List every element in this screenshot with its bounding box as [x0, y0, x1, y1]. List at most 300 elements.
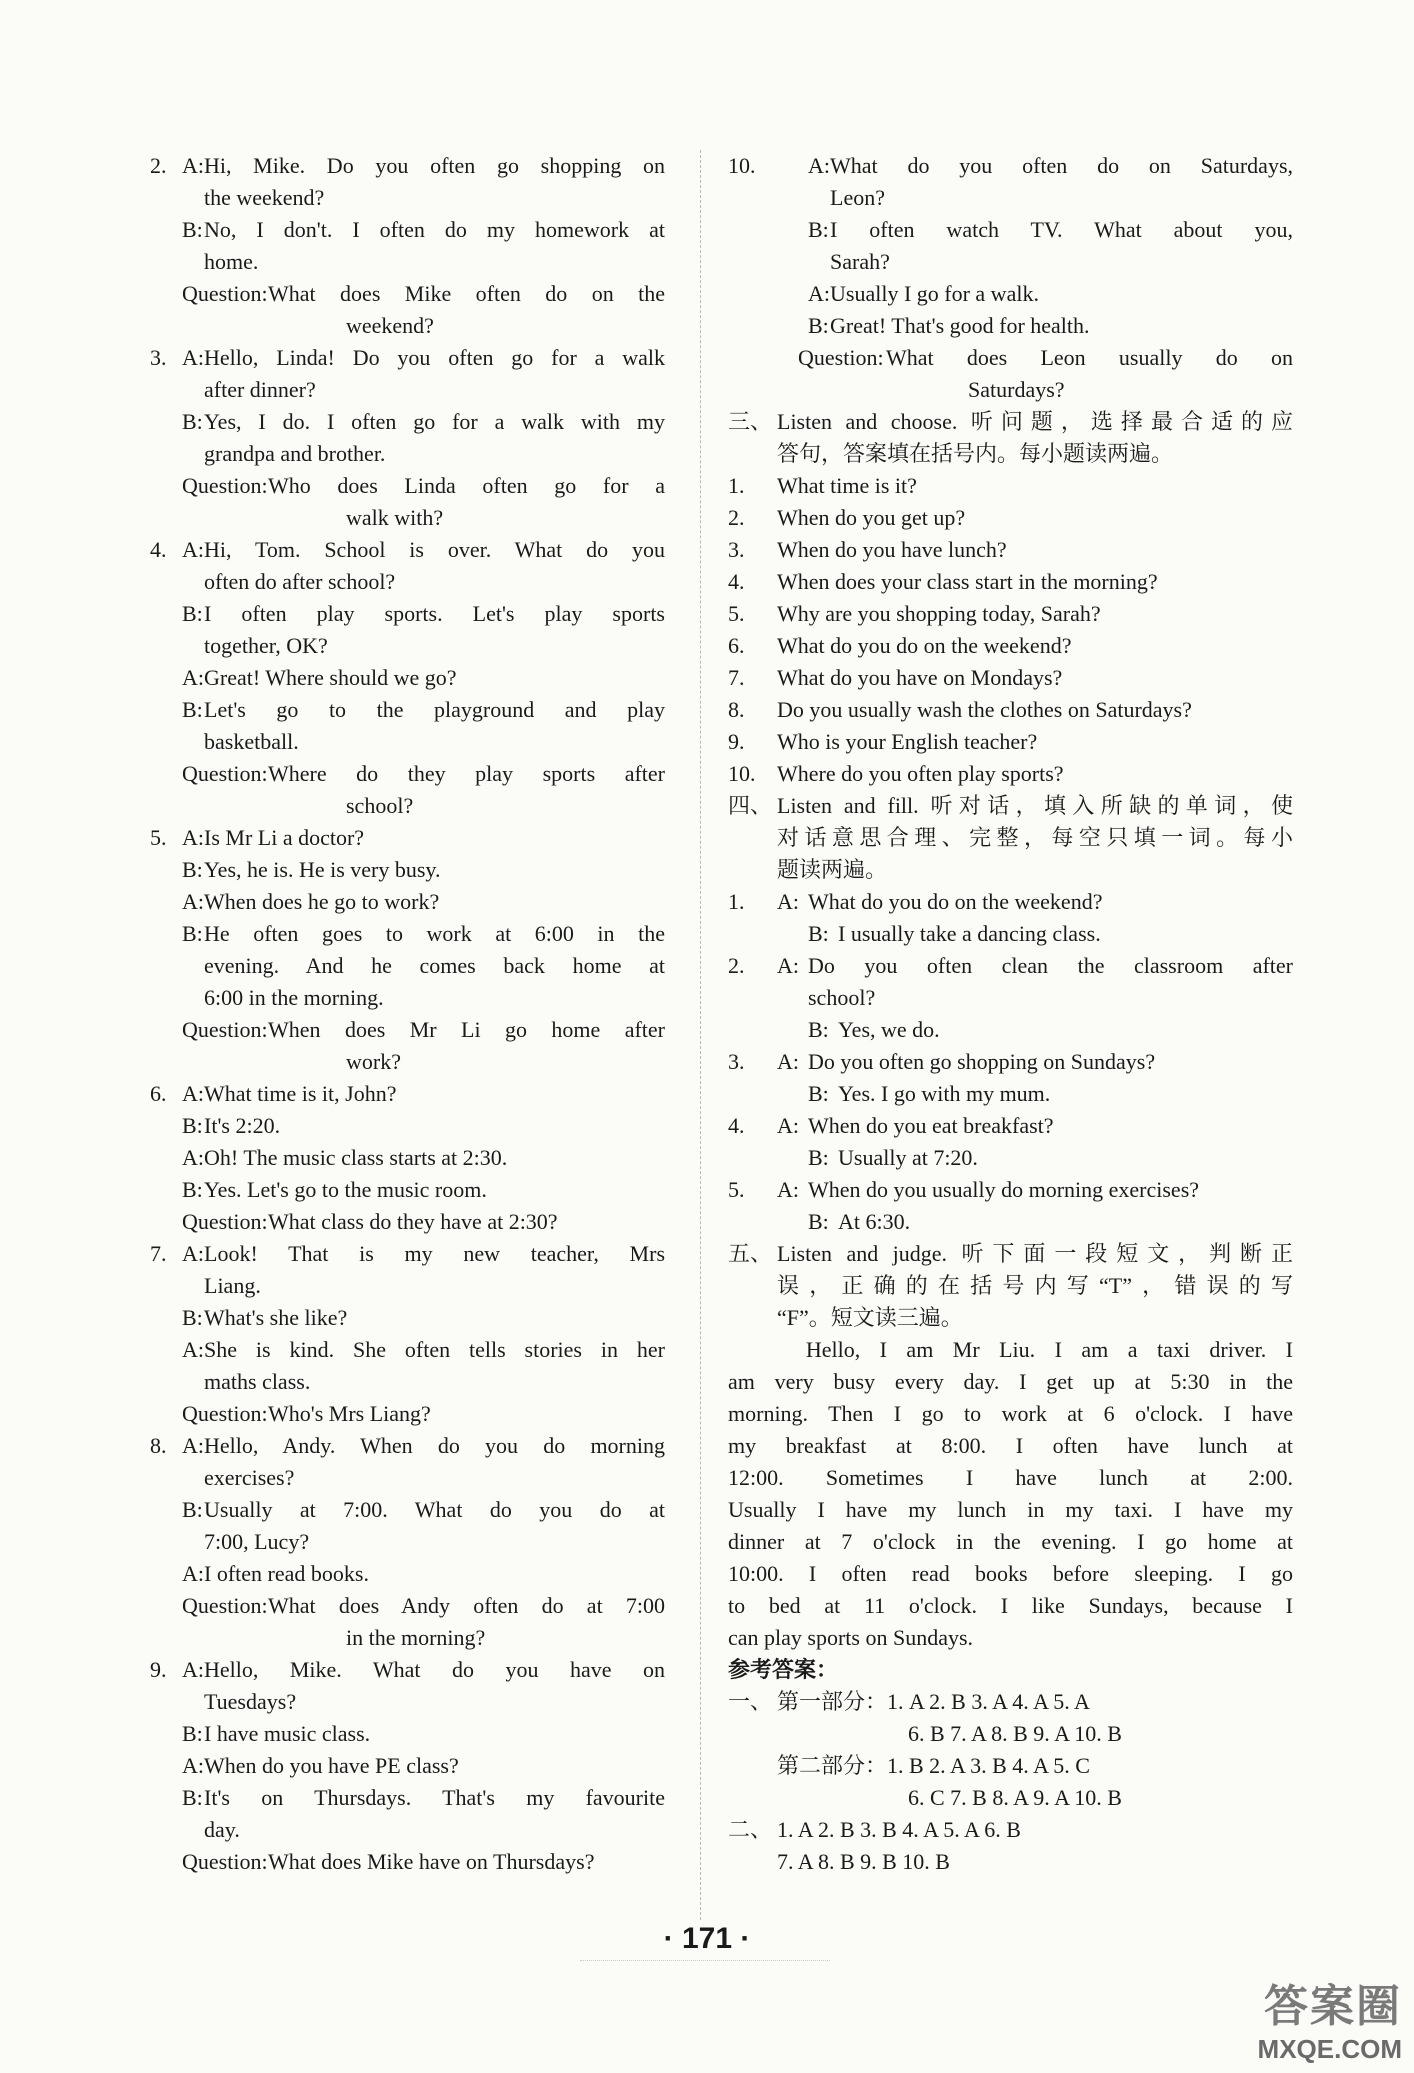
column-divider — [700, 150, 701, 1920]
item-number: 9. — [728, 729, 745, 754]
paragraph-line: 10:00. I often read books before sleeping. I go — [728, 1561, 1293, 1586]
speaker-label: A: — [182, 665, 204, 690]
section-marker: 一、 — [728, 1689, 773, 1714]
paragraph-line: can play sports on Sundays. — [728, 1625, 974, 1650]
line-text: Yes. Let's go to the music room. — [204, 1177, 487, 1202]
text-line — [150, 374, 665, 406]
line-text: evening. And he comes back home at — [204, 953, 665, 978]
speaker-label: A: — [777, 953, 799, 978]
text-line — [150, 1078, 665, 1110]
line-text: Great! Where should we go? — [204, 665, 457, 690]
text-line — [728, 182, 1293, 214]
section-heading: Listen and judge. 听下面一段短文，判断正 — [777, 1241, 1293, 1266]
watermark — [1258, 1970, 1402, 2065]
line-text: Yes, I do. I often go for a walk with my — [204, 409, 665, 434]
text-line — [150, 1110, 665, 1142]
speaker-label: B: — [182, 857, 203, 882]
section-marker: 二、 — [728, 1817, 773, 1842]
section-heading: Listen and choose. 听问题，选择最合适的应 — [777, 409, 1293, 434]
question-label: Question: — [182, 1401, 268, 1426]
line-text: Who's Mrs Liang? — [268, 1401, 431, 1426]
text-line — [150, 1398, 665, 1430]
line-text: Do you usually wash the clothes on Saturdays? — [777, 697, 1192, 722]
item-number: 5. — [728, 601, 745, 626]
left-column — [150, 150, 665, 1878]
line-text: What does Leon usually do on — [886, 345, 1293, 370]
speaker-label: A: — [182, 537, 204, 562]
paragraph-line: am very busy every day. I get up at 5:30 in the — [728, 1369, 1293, 1394]
paragraph-line: to bed at 11 o'clock. I like Sundays, because I — [728, 1593, 1293, 1618]
line-text: What class do they have at 2:30? — [268, 1209, 558, 1234]
text-line — [728, 246, 1293, 278]
line-text: work? — [346, 1049, 401, 1074]
line-text: Hello, Mike. What do you have on — [204, 1657, 665, 1682]
text-line — [728, 950, 1293, 982]
text-line — [150, 470, 665, 502]
line-text: maths class. — [204, 1369, 311, 1394]
item-number: 10. — [728, 153, 756, 178]
speaker-label: A: — [182, 1657, 204, 1682]
item-number: 2. — [150, 153, 167, 178]
line-text: Saturdays? — [968, 377, 1065, 402]
line-text: Why are you shopping today, Sarah? — [777, 601, 1101, 626]
text-line — [728, 662, 1293, 694]
question-label: Question: — [798, 345, 884, 370]
speaker-label: B: — [182, 1305, 203, 1330]
line-text: 题读两遍。 — [777, 857, 888, 882]
watermark-logo: 答案圈 — [1264, 1982, 1402, 2031]
text-line — [150, 502, 665, 534]
question-label: Question: — [182, 1849, 268, 1874]
text-line — [150, 1014, 665, 1046]
line-text: 6. B 7. A 8. B 9. A 10. B — [908, 1721, 1122, 1746]
speaker-label: A: — [182, 1241, 204, 1266]
text-line — [150, 758, 665, 790]
text-line — [150, 342, 665, 374]
text-line — [150, 1814, 665, 1846]
line-text: What time is it, John? — [204, 1081, 397, 1106]
text-line — [150, 822, 665, 854]
line-text: When does he go to work? — [204, 889, 440, 914]
text-line — [150, 1558, 665, 1590]
line-text: school? — [346, 793, 414, 818]
line-text: Usually at 7:20. — [838, 1145, 978, 1170]
text-line — [150, 1622, 665, 1654]
line-text: often do after school? — [204, 569, 396, 594]
line-text: school? — [808, 985, 876, 1010]
text-line — [728, 470, 1293, 502]
text-line — [728, 1750, 1293, 1782]
text-line — [150, 1302, 665, 1334]
text-line — [150, 1174, 665, 1206]
line-text: Do you often go shopping on Sundays? — [808, 1049, 1156, 1074]
text-line — [150, 1782, 665, 1814]
speaker-label: A: — [777, 1177, 799, 1202]
text-line — [150, 1686, 665, 1718]
line-text: grandpa and brother. — [204, 441, 386, 466]
line-text: weekend? — [346, 313, 434, 338]
line-text: Liang. — [204, 1273, 261, 1298]
speaker-label: A: — [808, 281, 830, 306]
line-text: When do you have lunch? — [777, 537, 1007, 562]
section-heading: Listen and fill. 听对话，填入所缺的单词，使 — [777, 793, 1293, 818]
item-number: 3. — [728, 1049, 745, 1074]
speaker-label: A: — [777, 1113, 799, 1138]
decorative-rule — [580, 1960, 830, 1961]
speaker-label: B: — [182, 601, 203, 626]
text-line — [150, 886, 665, 918]
item-number: 10. — [728, 761, 756, 786]
item-number: 8. — [728, 697, 745, 722]
item-number: 9. — [150, 1657, 167, 1682]
text-line — [150, 1526, 665, 1558]
text-line — [150, 1270, 665, 1302]
line-text: Hi, Mike. Do you often go shopping on — [204, 153, 665, 178]
paragraph-line: dinner at 7 o'clock in the evening. I go home at — [728, 1529, 1293, 1554]
line-text: I often read books. — [204, 1561, 369, 1586]
line-text: When do you have PE class? — [204, 1753, 459, 1778]
line-text: What do you have on Mondays? — [777, 665, 1063, 690]
text-line — [728, 1462, 1293, 1494]
line-text: Hello, Andy. When do you do morning — [204, 1433, 665, 1458]
text-line — [728, 1334, 1293, 1366]
text-line — [150, 630, 665, 662]
text-line — [728, 406, 1293, 438]
text-line — [150, 150, 665, 182]
line-text: Where do they play sports after — [268, 761, 665, 786]
speaker-label: B: — [182, 1177, 203, 1202]
text-line — [728, 1110, 1293, 1142]
speaker-label: A: — [808, 153, 830, 178]
text-line — [150, 182, 665, 214]
speaker-label: A: — [182, 1753, 204, 1778]
text-line — [728, 1302, 1293, 1334]
paragraph-line: 参考答案： — [728, 1657, 839, 1682]
line-text: Who is your English teacher? — [777, 729, 1038, 754]
line-text: Hi, Tom. School is over. What do you — [204, 537, 665, 562]
text-line — [150, 406, 665, 438]
section-heading: 第一部分：1. A 2. B 3. A 4. A 5. A — [777, 1689, 1090, 1714]
right-column — [728, 150, 1293, 1878]
line-text: Oh! The music class starts at 2:30. — [204, 1145, 508, 1170]
text-line — [728, 1046, 1293, 1078]
text-line — [150, 278, 665, 310]
text-line — [150, 1206, 665, 1238]
item-number: 5. — [150, 825, 167, 850]
paragraph-line: 12:00. Sometimes I have lunch at 2:00. — [728, 1465, 1293, 1490]
text-line — [150, 982, 665, 1014]
text-line — [150, 566, 665, 598]
line-text: When does Mr Li go home after — [268, 1017, 665, 1042]
line-text: 7:00, Lucy? — [204, 1529, 310, 1554]
text-line — [728, 790, 1293, 822]
line-text: What does Andy often do at 7:00 — [268, 1593, 665, 1618]
line-text: Is Mr Li a doctor? — [204, 825, 365, 850]
speaker-label: A: — [182, 1561, 204, 1586]
speaker-label: A: — [182, 1433, 204, 1458]
speaker-label: A: — [182, 345, 204, 370]
text-line — [728, 1398, 1293, 1430]
text-line — [728, 1558, 1293, 1590]
text-line — [728, 886, 1293, 918]
line-text: home. — [204, 249, 259, 274]
line-text: 6:00 in the morning. — [204, 985, 384, 1010]
paragraph-line: Usually I have my lunch in my taxi. I have my — [728, 1497, 1293, 1522]
text-line — [728, 342, 1293, 374]
text-line — [150, 1142, 665, 1174]
text-line — [150, 1654, 665, 1686]
line-text: Sarah? — [830, 249, 890, 274]
line-text: walk with? — [346, 505, 444, 530]
line-text: What do you do on the weekend? — [808, 889, 1103, 914]
speaker-label: B: — [808, 313, 829, 338]
speaker-label: B: — [808, 921, 829, 946]
page-number: · 171 · — [663, 1922, 751, 1955]
line-text: He often goes to work at 6:00 in the — [204, 921, 665, 946]
item-number: 3. — [150, 345, 167, 370]
speaker-label: A: — [182, 1145, 204, 1170]
speaker-label: A: — [777, 889, 799, 914]
line-text: It's on Thursdays. That's my favourite — [204, 1785, 665, 1810]
text-line — [728, 822, 1293, 854]
text-line — [150, 246, 665, 278]
line-text: Do you often clean the classroom after — [808, 953, 1293, 978]
text-line — [728, 1206, 1293, 1238]
text-line — [728, 726, 1293, 758]
item-number: 4. — [150, 537, 167, 562]
text-line — [728, 982, 1293, 1014]
line-text: No, I don't. I often do my homework at — [204, 217, 665, 242]
text-line — [728, 374, 1293, 406]
text-line — [728, 1686, 1293, 1718]
paragraph-line: morning. Then I go to work at 6 o'clock. I have — [728, 1401, 1293, 1426]
speaker-label: A: — [182, 1337, 204, 1362]
line-text: When does your class start in the morning? — [777, 569, 1158, 594]
paragraph-line: Hello, I am Mr Liu. I am a taxi driver. I — [728, 1337, 1293, 1362]
speaker-label: B: — [808, 217, 829, 242]
section-marker: 四、 — [728, 793, 773, 818]
line-text: She is kind. She often tells stories in her — [204, 1337, 665, 1362]
text-line — [728, 566, 1293, 598]
line-text: I often watch TV. What about you, — [830, 217, 1293, 242]
text-line — [150, 726, 665, 758]
text-line — [728, 1430, 1293, 1462]
text-line — [150, 1494, 665, 1526]
text-line — [150, 1718, 665, 1750]
speaker-label: A: — [182, 153, 204, 178]
line-text: Yes. I go with my mum. — [838, 1081, 1051, 1106]
item-number: 2. — [728, 505, 745, 530]
text-line — [150, 1334, 665, 1366]
line-text: 6. C 7. B 8. A 9. A 10. B — [908, 1785, 1122, 1810]
text-line — [728, 630, 1293, 662]
line-text: Yes, we do. — [838, 1017, 940, 1042]
line-text: Tuesdays? — [204, 1689, 297, 1714]
line-text: 对话意思合理、完整，每空只填一词。每小 — [777, 825, 1293, 850]
line-text: Usually at 7:00. What do you do at — [204, 1497, 665, 1522]
text-line — [728, 1366, 1293, 1398]
speaker-label: B: — [182, 1785, 203, 1810]
line-text: “F”。短文读三遍。 — [777, 1305, 963, 1330]
text-line — [728, 1654, 1293, 1686]
line-text: What time is it? — [777, 473, 917, 498]
text-line — [150, 918, 665, 950]
line-text: What's she like? — [204, 1305, 348, 1330]
text-line — [728, 1782, 1293, 1814]
speaker-label: B: — [182, 697, 203, 722]
line-text: What does Mike have on Thursdays? — [268, 1849, 595, 1874]
text-line — [150, 214, 665, 246]
speaker-label: B: — [808, 1081, 829, 1106]
question-label: Question: — [182, 1593, 268, 1618]
text-line — [728, 1174, 1293, 1206]
line-text: Where do you often play sports? — [777, 761, 1064, 786]
question-label: Question: — [182, 1209, 268, 1234]
line-text: Yes, he is. He is very busy. — [204, 857, 441, 882]
question-label: Question: — [182, 473, 268, 498]
item-number: 2. — [728, 953, 745, 978]
text-line — [150, 1846, 665, 1878]
item-number: 3. — [728, 537, 745, 562]
text-line — [728, 1718, 1293, 1750]
line-text: When do you usually do morning exercises? — [808, 1177, 1200, 1202]
text-line — [728, 278, 1293, 310]
line-text: It's 2:20. — [204, 1113, 281, 1138]
text-line — [728, 502, 1293, 534]
line-text: Usually I go for a walk. — [830, 281, 1039, 306]
speaker-label: B: — [182, 921, 203, 946]
line-text: 误，正确的在括号内写“T”，错误的写 — [777, 1273, 1293, 1298]
section-marker: 五、 — [728, 1241, 773, 1266]
item-number: 5. — [728, 1177, 745, 1202]
line-text: 7. A 8. B 9. B 10. B — [777, 1849, 950, 1874]
speaker-label: B: — [808, 1209, 829, 1234]
text-line — [728, 1142, 1293, 1174]
line-text: Hello, Linda! Do you often go for a walk — [204, 345, 665, 370]
item-number: 7. — [150, 1241, 167, 1266]
speaker-label: A: — [777, 1049, 799, 1074]
text-line — [150, 950, 665, 982]
text-line — [728, 1494, 1293, 1526]
text-line — [728, 854, 1293, 886]
text-line — [728, 1622, 1293, 1654]
line-text: Look! That is my new teacher, Mrs — [204, 1241, 665, 1266]
line-text: At 6:30. — [838, 1209, 911, 1234]
line-text: Let's go to the playground and play — [204, 697, 665, 722]
text-line — [150, 1750, 665, 1782]
line-text: day. — [204, 1817, 240, 1842]
text-line — [150, 694, 665, 726]
line-text: after dinner? — [204, 377, 316, 402]
speaker-label: B: — [182, 1721, 203, 1746]
line-text: I have music class. — [204, 1721, 371, 1746]
item-number: 7. — [728, 665, 745, 690]
item-number: 6. — [728, 633, 745, 658]
line-text: 答句，答案填在括号内。每小题读两遍。 — [777, 441, 1174, 466]
text-line — [150, 438, 665, 470]
text-line — [150, 310, 665, 342]
text-line — [150, 534, 665, 566]
text-line — [150, 854, 665, 886]
text-line — [150, 1238, 665, 1270]
speaker-label: A: — [182, 1081, 204, 1106]
item-number: 1. — [728, 889, 745, 914]
line-text: When do you get up? — [777, 505, 966, 530]
line-text: Who does Linda often go for a — [268, 473, 665, 498]
line-text: I often play sports. Let's play sports — [204, 601, 665, 626]
speaker-label: B: — [808, 1017, 829, 1042]
text-line — [728, 758, 1293, 790]
text-line — [150, 1046, 665, 1078]
question-label: Question: — [182, 281, 268, 306]
question-label: Question: — [182, 1017, 268, 1042]
text-line — [150, 598, 665, 630]
item-number: 4. — [728, 1113, 745, 1138]
speaker-label: A: — [182, 889, 204, 914]
text-line — [150, 1430, 665, 1462]
text-line — [728, 598, 1293, 630]
section-marker: 三、 — [728, 409, 773, 434]
line-text: What do you do on the weekend? — [777, 633, 1072, 658]
line-text: together, OK? — [204, 633, 328, 658]
text-line — [728, 1238, 1293, 1270]
line-text: Leon? — [830, 185, 885, 210]
line-text: exercises? — [204, 1465, 295, 1490]
section-heading: 1. A 2. B 3. B 4. A 5. A 6. B — [777, 1817, 1021, 1842]
line-text: What does Mike often do on the — [268, 281, 665, 306]
item-number: 8. — [150, 1433, 167, 1458]
line-text: Great! That's good for health. — [830, 313, 1090, 338]
text-line — [728, 310, 1293, 342]
text-line — [728, 918, 1293, 950]
text-line — [728, 150, 1293, 182]
line-text: in the morning? — [346, 1625, 486, 1650]
speaker-label: B: — [182, 217, 203, 242]
text-line — [150, 1590, 665, 1622]
speaker-label: B: — [182, 1113, 203, 1138]
text-line — [728, 1270, 1293, 1302]
line-text: I usually take a dancing class. — [838, 921, 1101, 946]
item-number: 4. — [728, 569, 745, 594]
text-line — [728, 1846, 1293, 1878]
line-text: basketball. — [204, 729, 299, 754]
text-line — [728, 534, 1293, 566]
text-line — [728, 1078, 1293, 1110]
paragraph-line: my breakfast at 8:00. I often have lunch at — [728, 1433, 1293, 1458]
watermark-url: MXQE.COM — [1257, 2034, 1402, 2064]
text-line — [150, 790, 665, 822]
text-line — [150, 1366, 665, 1398]
question-label: Question: — [182, 761, 268, 786]
text-line — [150, 662, 665, 694]
text-line — [728, 214, 1293, 246]
line-text: the weekend? — [204, 185, 325, 210]
text-line — [728, 1526, 1293, 1558]
text-line — [728, 438, 1293, 470]
line-text: What do you often do on Saturdays, — [830, 153, 1293, 178]
text-line — [728, 1590, 1293, 1622]
item-number: 6. — [150, 1081, 167, 1106]
speaker-label: B: — [182, 409, 203, 434]
line-text: When do you eat breakfast? — [808, 1113, 1054, 1138]
item-number: 1. — [728, 473, 745, 498]
text-line — [728, 1814, 1293, 1846]
text-line — [150, 1462, 665, 1494]
text-line — [728, 694, 1293, 726]
text-line — [728, 1014, 1293, 1046]
speaker-label: B: — [808, 1145, 829, 1170]
speaker-label: B: — [182, 1497, 203, 1522]
